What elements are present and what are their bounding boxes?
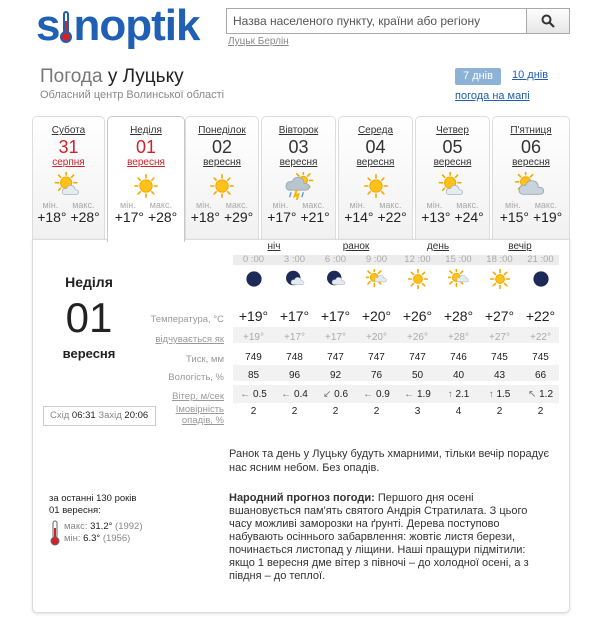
hour-time: 12 :00	[404, 254, 431, 265]
min-label: мін.	[196, 200, 212, 210]
wind-speed: 0.9	[375, 389, 390, 400]
hour-time: 21 :00	[527, 254, 554, 265]
max-temp: +19°	[532, 209, 563, 225]
page-subtitle: Обласний центр Волинської області	[40, 89, 225, 101]
sun-icon	[479, 269, 520, 293]
precip-cell: 2	[496, 406, 503, 417]
min-temp: +18°	[190, 209, 221, 225]
min-label: мін.	[426, 200, 443, 210]
selected-day-month: вересня	[62, 346, 116, 361]
feels-cell: +17°	[284, 332, 305, 343]
sun-icon	[397, 269, 438, 293]
folk-forecast	[229, 492, 547, 583]
moon-icon	[233, 269, 274, 293]
wind-cell	[479, 389, 520, 400]
history-max-value: 31.2°	[90, 521, 113, 532]
hour-time: 15 :00	[445, 254, 472, 265]
day-date: 31	[58, 137, 79, 157]
day-name: Понеділок	[198, 125, 246, 136]
wind-cell	[274, 389, 315, 400]
wind-direction-arrow-icon: ←	[363, 389, 374, 400]
day-tabs	[32, 116, 570, 240]
pressure-cell: 747	[327, 352, 344, 363]
sunrise-sunset	[43, 406, 156, 426]
day-name: П'ятниця	[510, 125, 552, 136]
max-label: макс.	[225, 200, 248, 210]
max-temp: +22°	[377, 209, 407, 225]
selected-day-date: 01	[65, 294, 113, 341]
row-label-precip: Імовірність опадів, %	[175, 404, 224, 426]
feels-cell: +28°	[448, 332, 469, 343]
precip-cell: 3	[414, 406, 421, 417]
feels-cell: +20°	[366, 332, 387, 343]
row-label-temp: Температура, °С	[150, 314, 224, 325]
history-max-label: макс:	[64, 521, 88, 532]
day-tab-4[interactable]	[261, 116, 336, 240]
day-month: вересня	[203, 157, 241, 168]
pressure-cell: 746	[450, 352, 467, 363]
precip-cell: 2	[373, 406, 380, 417]
sun-cloud-icon	[356, 269, 397, 293]
history-max-year: (1992)	[115, 521, 143, 532]
max-label: макс.	[456, 200, 479, 210]
humidity-cell: 40	[452, 370, 465, 381]
day-tab-1[interactable]	[32, 116, 105, 240]
day-tab-7[interactable]	[492, 116, 570, 240]
feels-cell: +22°	[530, 332, 551, 343]
wind-direction-arrow-icon: ↙	[322, 389, 332, 400]
day-details-panel	[32, 239, 570, 613]
row-label-pressure: Тиск, мм	[186, 354, 224, 365]
humidity-cell: 85	[247, 370, 260, 381]
moon-icon	[520, 269, 561, 293]
sunrise-time: 06:31	[71, 410, 96, 421]
max-label: макс.	[72, 200, 95, 210]
logo-text-rest: noptik	[73, 1, 200, 50]
day-tab-2[interactable]	[107, 116, 185, 242]
selected-day-name: Неділя	[65, 274, 113, 290]
temp-cell: +27°	[484, 308, 515, 324]
pressure-cell: 747	[368, 352, 385, 363]
wind-speed: 0.4	[293, 389, 308, 400]
hour-time: 6 :00	[324, 254, 347, 265]
day-tab-5[interactable]	[338, 116, 413, 240]
hour-time: 0 :00	[242, 254, 265, 265]
history-min-label: мін:	[64, 533, 81, 544]
min-label: мін.	[349, 200, 366, 210]
min-label: мін.	[272, 200, 289, 210]
temp-cell: +28°	[443, 308, 474, 324]
day-date: 02	[211, 137, 233, 157]
sun-cloud-icon	[438, 269, 479, 293]
day-date: 05	[442, 137, 463, 157]
day-name: Неділя	[130, 125, 162, 136]
temp-cell: +17°	[279, 308, 310, 324]
history-min-year: (1956)	[102, 533, 131, 544]
feels-cell: +26°	[407, 332, 428, 343]
wind-speed: 1.5	[496, 389, 511, 400]
recent-cities-link[interactable]: Луцьк Берлін	[228, 36, 289, 47]
max-label: макс.	[302, 200, 325, 210]
history-date: 01 вересня:	[49, 505, 101, 516]
weather-map-link[interactable]: погода на мапі	[455, 90, 530, 102]
min-temp: +18°	[37, 209, 67, 225]
history-period: за останні 130 років	[49, 493, 137, 504]
precip-cell: 2	[537, 406, 544, 417]
wind-speed: 1.2	[539, 389, 554, 400]
humidity-cell: 92	[329, 370, 342, 381]
historical-stats	[49, 493, 209, 546]
search-button[interactable]	[526, 8, 570, 34]
wind-direction-arrow-icon: ↖	[527, 389, 537, 400]
sun-icon	[358, 172, 394, 200]
day-tab-3[interactable]	[185, 116, 259, 240]
sunset-label: Захід	[98, 410, 122, 421]
min-label: мін.	[120, 200, 136, 210]
min-temp: +17°	[114, 209, 145, 225]
row-label-wind: Вітер, м/сек	[172, 391, 224, 402]
row-label-humidity: Вологість, %	[168, 372, 224, 383]
page-title	[40, 66, 184, 88]
search-bar	[226, 8, 570, 34]
wind-cell	[438, 389, 479, 400]
sinoptik-logo[interactable]	[36, 2, 199, 50]
temp-cell: +26°	[402, 308, 433, 324]
day-date: 04	[365, 137, 386, 157]
pressure-cell: 748	[286, 352, 303, 363]
precip-cell: 2	[291, 406, 298, 417]
wind-direction-arrow-icon: ←	[281, 389, 292, 400]
partly-cloudy-icon	[435, 172, 471, 200]
day-month: серпня	[52, 157, 85, 168]
temp-cell: +17°	[320, 308, 351, 324]
feels-cell: +17°	[325, 332, 346, 343]
title-prefix: Погода	[40, 66, 103, 87]
temp-cell: +20°	[361, 308, 392, 324]
max-label: макс.	[149, 200, 172, 210]
max-temp: +28°	[147, 209, 178, 225]
cloudy-sun-icon	[513, 172, 549, 200]
folk-text: Першого дня осені вшановується пам'ять святого Андрія Стратилата. З цього часу можливі заморозки на ґрунті. Дерева поступово набувають осіннього забарвлення: жовтіє листя берези, починається листопад у ліщини. Наші пращури підмітили: якщо 1 вересня дме вітер з півночі – до холодної осені, а з півдня – до теплої.	[229, 492, 529, 582]
sunrise-label: Схід	[50, 410, 70, 421]
sunset-time: 20:06	[124, 410, 149, 421]
max-label: макс.	[534, 200, 557, 210]
day-month: вересня	[127, 157, 165, 168]
pressure-cell: 749	[245, 352, 262, 363]
period-1: ранок	[342, 241, 370, 252]
precip-cell: 2	[250, 406, 257, 417]
thermometer-logo-icon	[60, 9, 72, 43]
row-label-feels: відчувається як	[155, 334, 224, 345]
search-icon	[541, 14, 555, 28]
hour-time: 3 :00	[283, 254, 306, 265]
period-0: ніч	[267, 241, 281, 252]
tab-10-days[interactable]: 10 днів	[512, 69, 549, 81]
sun-icon	[204, 172, 240, 200]
day-tab-6[interactable]	[415, 116, 490, 240]
wind-cell	[520, 389, 561, 400]
min-temp: +17°	[267, 209, 297, 225]
precip-cell: 4	[455, 406, 462, 417]
day-month: вересня	[279, 157, 318, 168]
wind-direction-arrow-icon: ←	[404, 389, 415, 400]
min-temp: +15°	[499, 209, 530, 225]
day-month: вересня	[433, 157, 472, 168]
wind-cell	[315, 389, 356, 400]
folk-title: Народний прогноз погоди:	[229, 492, 375, 504]
logo-text-s: s	[36, 1, 60, 50]
pressure-cell: 745	[491, 352, 508, 363]
max-temp: +21°	[300, 209, 330, 225]
temp-cell: +19°	[238, 308, 269, 324]
humidity-cell: 43	[493, 370, 506, 381]
temp-cell: +22°	[525, 308, 556, 324]
wind-direction-arrow-icon: ←	[240, 389, 251, 400]
wind-speed: 1.9	[416, 389, 431, 400]
pressure-cell: 745	[532, 352, 549, 363]
tab-7-days[interactable]: 7 днів	[455, 68, 501, 85]
sun-icon	[128, 172, 164, 200]
forecast-description: Ранок та день у Луцьку будуть хмарними, тільки вечір порадує нас ясним небом. Без опадів.	[229, 448, 550, 474]
day-date: 01	[135, 137, 157, 157]
thermometer-icon	[49, 520, 61, 546]
day-date: 03	[288, 137, 309, 157]
precip-cell: 2	[332, 406, 339, 417]
day-name: Четвер	[436, 125, 469, 136]
hour-time: 9 :00	[365, 254, 388, 265]
moon-cloud-icon	[315, 269, 356, 293]
wind-cell	[397, 389, 438, 400]
min-label: мін.	[505, 200, 521, 210]
day-name: Субота	[51, 125, 86, 136]
period-3: вечір	[508, 241, 532, 252]
search-input[interactable]	[226, 8, 526, 34]
day-month: вересня	[512, 157, 550, 168]
humidity-cell: 76	[370, 370, 383, 381]
feels-cell: +19°	[243, 332, 264, 343]
thunderstorm-icon	[281, 172, 317, 200]
humidity-cell: 66	[534, 370, 547, 381]
max-temp: +28°	[70, 209, 100, 225]
day-name: Вівторок	[278, 125, 319, 136]
max-temp: +29°	[223, 209, 254, 225]
day-name: Середа	[357, 125, 394, 136]
min-temp: +13°	[421, 209, 451, 225]
wind-direction-arrow-icon: ↑	[488, 389, 494, 400]
wind-direction-arrow-icon: ↑	[447, 389, 453, 400]
wind-cell	[356, 389, 397, 400]
min-temp: +14°	[344, 209, 374, 225]
pressure-cell: 747	[409, 352, 426, 363]
humidity-cell: 96	[288, 370, 301, 381]
moon-cloud-icon	[274, 269, 315, 293]
title-city: у Луцьку	[107, 66, 184, 87]
period-2: день	[426, 241, 450, 252]
humidity-cell: 50	[411, 370, 424, 381]
feels-cell: +27°	[489, 332, 510, 343]
wind-speed: 2.1	[455, 389, 470, 400]
wind-speed: 0.6	[334, 389, 349, 400]
history-min-value: 6.3°	[83, 533, 101, 544]
hour-time: 18 :00	[486, 254, 513, 265]
wind-cell	[233, 389, 274, 400]
partly-cloudy-icon	[51, 172, 87, 200]
min-label: мін.	[42, 200, 59, 210]
day-date: 06	[520, 137, 542, 157]
day-month: вересня	[356, 157, 395, 168]
max-label: макс.	[379, 200, 402, 210]
wind-speed: 0.5	[252, 389, 267, 400]
max-temp: +24°	[454, 209, 484, 225]
